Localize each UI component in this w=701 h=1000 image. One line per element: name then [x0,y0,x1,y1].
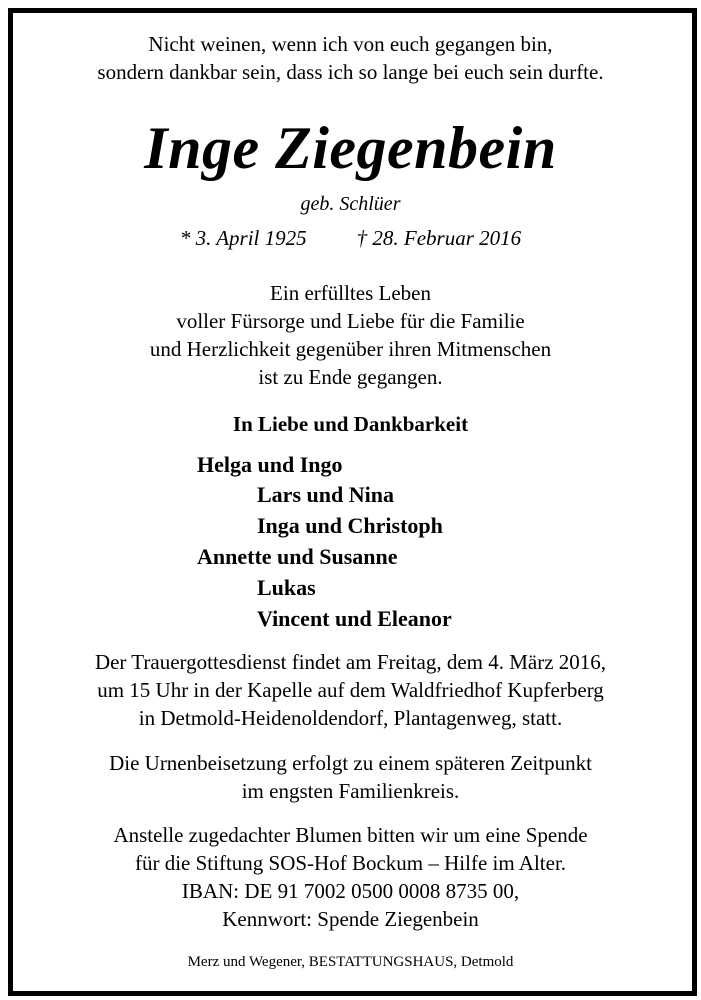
iban-line: IBAN: DE 91 7002 0500 0008 8735 00, [181,879,520,903]
tribute-line-1: Ein erfülltes Leben [270,281,431,305]
family-member: Inga und Christoph [257,513,443,538]
family-member: Annette und Susanne [197,544,398,569]
tribute-line-3: und Herzlichkeit gegenüber ihren Mitmenschen [149,337,552,361]
funeral-home: Merz und Wegener, BESTATTUNGSHAUS, Detmold [187,954,514,970]
family-member: Lars und Nina [257,482,394,507]
family-heading: In Liebe und Dankbarkeit [232,412,469,436]
life-dates [0,226,701,251]
tribute-line-4: ist zu Ende gegangen. [258,365,443,389]
donation-keyword: Kennwort: Spende Ziegenbein [222,907,479,931]
family-member: Vincent und Eleanor [257,606,452,631]
death-date: † 28. Februar 2016 [356,226,522,250]
burial-line-2: im engsten Familienkreis. [241,779,460,803]
intro-line-1: Nicht weinen, wenn ich von euch gegangen bin, [148,32,553,56]
family-member: Helga und Ingo [197,452,343,477]
intro-line-2: sondern dankbar sein, dass ich so lange bei euch sein durfte. [97,60,604,84]
donation-line-2: für die Stiftung SOS-Hof Bockum – Hilfe im Alter. [134,851,567,875]
burial-line-1: Die Urnenbeisetzung erfolgt zu einem späteren Zeitpunkt [109,751,592,775]
family-member: Lukas [257,575,316,600]
service-line-1: Der Trauergottesdienst findet am Freitag, dem 4. März 2016, [94,650,607,674]
donation-line-1: Anstelle zugedachter Blumen bitten wir um eine Spende [113,823,588,847]
birth-date: * 3. April 1925 [179,226,307,250]
tribute-line-2: voller Fürsorge und Liebe für die Familie [176,309,525,333]
service-line-3: in Detmold-Heidenoldendorf, Plantagenweg, statt. [138,706,563,730]
service-line-2: um 15 Uhr in der Kapelle auf dem Waldfriedhof Kupferberg [97,678,604,702]
deceased-name: Inge Ziegenbein [144,115,557,181]
birth-name: geb. Schlüer [300,193,401,215]
